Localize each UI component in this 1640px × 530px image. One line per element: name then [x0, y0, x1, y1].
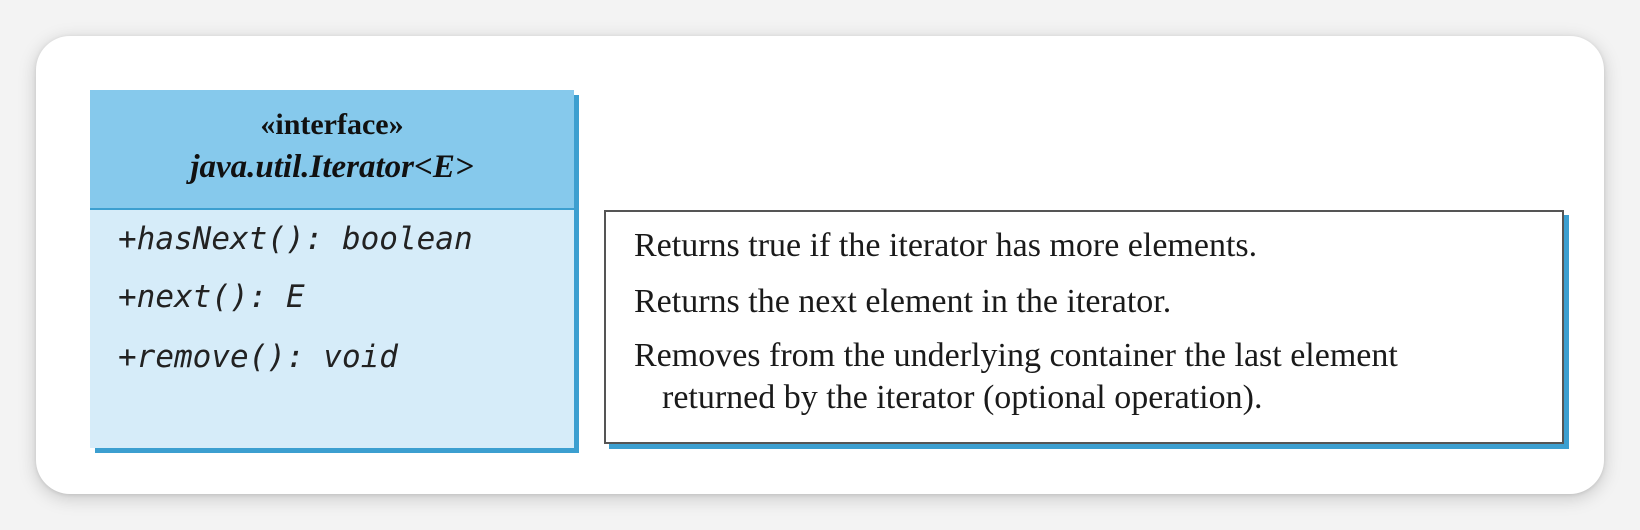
uml-interface-box	[90, 90, 574, 448]
description-hasnext: Returns true if the iterator has more elements.	[634, 227, 1258, 264]
method-remove: +remove(): void	[118, 339, 398, 375]
uml-methods-section	[90, 210, 574, 448]
interface-stereotype: «interface»	[260, 108, 404, 141]
method-next: +next(): E	[118, 279, 305, 315]
method-description-box	[604, 210, 1564, 444]
description-remove-line2: returned by the iterator (optional operation).	[662, 379, 1263, 416]
description-remove-line1: Removes from the underlying container the last element	[634, 337, 1398, 374]
description-next: Returns the next element in the iterator.	[634, 283, 1172, 320]
method-hasnext: +hasNext(): boolean	[118, 221, 473, 257]
uml-header	[90, 90, 574, 210]
interface-name: java.util.Iterator<E>	[190, 149, 474, 185]
